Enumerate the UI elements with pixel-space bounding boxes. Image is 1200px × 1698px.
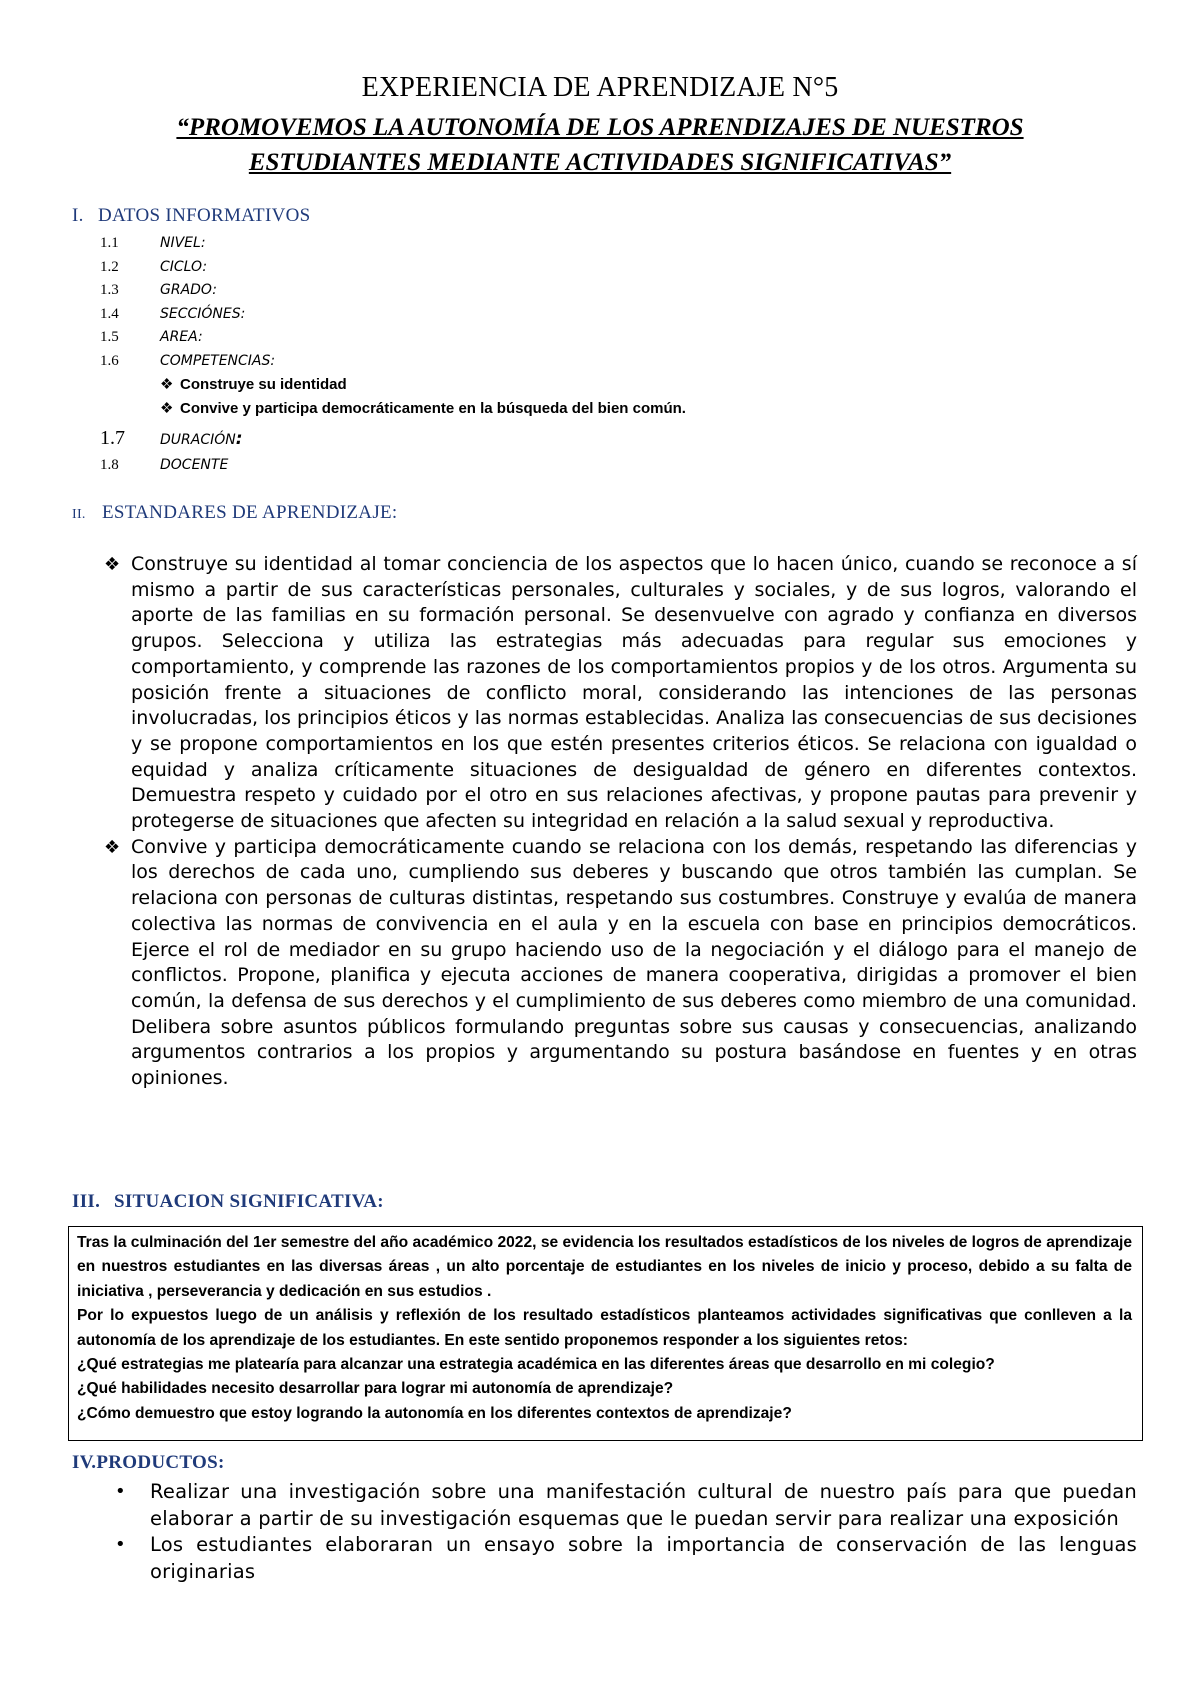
diamond-bullet-icon: ❖ bbox=[160, 376, 174, 393]
estandar-item: ❖ Convive y participa democráticamente cuando se relaciona con los demás, respetando las diferencias y los derechos de cada uno, cumpliendo sus deberes y buscando que otros también las cumplan. Se relaciona con personas de culturas distintas, respetando sus costumbres. Construye y evalúa de manera colectiva las normas de convivencia en el aula y en la escuela con base en principios democráticos. Ejerce el rol de mediador en su grupo haciendo uso de la negociación y el diálogo para el manejo de conflictos. Propone, planifica y ejecuta acciones de manera cooperativa, dirigidas a promover el bien común, la defensa de sus derechos y el cumplimiento de sus deberes como miembro de una comunidad. Delibera sobre asuntos públicos formulando preguntas sobre sus causas y consecuencias, analizando argumentos contrarios a los propios y argumentando su postura basándose en fuentes y en otras opiniones. bbox=[104, 835, 1137, 1090]
reto-question: ¿Cómo demuestro que estoy logrando la autonomía en los diferentes contextos de aprendizaje? bbox=[77, 1404, 792, 1422]
situacion-significativa-box bbox=[68, 1226, 1143, 1441]
competencia-item: ❖ Construye su identidad bbox=[100, 373, 1000, 397]
section-3-number: III. bbox=[72, 1191, 101, 1212]
document-subtitle bbox=[100, 110, 1100, 180]
reto-question: ¿Qué estrategias me platearía para alcanzar una estrategia académica en las diferentes áreas que desarrollo en mi colegio? bbox=[77, 1356, 995, 1374]
section-3-heading bbox=[72, 1191, 384, 1213]
producto-item: • Los estudiantes elaboraran un ensayo sobre la importancia de conservación de las lenguas originarias bbox=[115, 1533, 1137, 1583]
info-row-nivel: 1.1 NIVEL: bbox=[100, 235, 206, 251]
subtitle-line-1: “PROMOVEMOS LA AUTONOMÍA DE LOS APRENDIZAJES DE NUESTROS bbox=[176, 114, 1024, 141]
info-row-duracion: 1.7 DURACIÓN: bbox=[100, 427, 243, 449]
info-row-ciclo: 1.2 CICLO: bbox=[100, 258, 208, 275]
section-1-number: I. bbox=[72, 205, 84, 226]
info-row-area: 1.5 AREA: bbox=[100, 329, 203, 345]
round-bullet-icon: • bbox=[115, 1481, 126, 1502]
situacion-paragraph: Tras la culminación del 1er semestre del año académico 2022, se evidencia los resultados estadísticos de los niveles de logros de aprendizaje en nuestros estudiantes en las diversas áreas , un alto porcentaje de estudiantes en los niveles de inicio y proceso, debido a su falta de iniciativa , perseverancia y dedicación en sus estudios . bbox=[77, 1234, 1132, 1300]
reto-question: ¿Qué habilidades necesito desarrollar para lograr mi autonomía de aprendizaje? bbox=[77, 1380, 674, 1398]
estandares-list bbox=[104, 552, 1137, 1092]
section-2-number: II. bbox=[72, 507, 86, 522]
section-2-heading bbox=[72, 502, 398, 524]
estandar-item: ❖ Construye su identidad al tomar conciencia de los aspectos que lo hacen único, cuando se reconoce a sí mismo a partir de sus características personales, culturales y sociales, y de sus logros, valorando el aporte de las familias en su formación personal. Se desenvuelve con agrado y confianza en diversos grupos. Selecciona y utiliza las estrategias más adecuadas para regular sus emociones y comportamiento, y comprende las razones de los comportamientos propios y de los otros. Argumenta su posición frente a situaciones de conflicto moral, considerando las intenciones de las personas involucradas, los principios éticos y las normas establecidas. Analiza las consecuencias de sus decisiones y se propone comportamientos en los que estén presentes criterios éticos. Se relaciona con igualdad o equidad y analiza críticamente situaciones de desigualdad de género en diferentes contextos. Demuestra respeto y cuidado por el otro en sus relaciones afectivas, y propone pautas para prevenir y protegerse de situaciones que afecten su integridad en relación a la salud sexual y reproductiva. bbox=[104, 553, 1137, 833]
info-row-grado: 1.3 GRADO: bbox=[100, 282, 217, 298]
diamond-bullet-icon: ❖ bbox=[104, 836, 121, 858]
section-1-heading bbox=[72, 205, 311, 227]
datos-informativos-list bbox=[100, 232, 1000, 477]
subtitle-line-2: ESTUDIANTES MEDIANTE ACTIVIDADES SIGNIFICATIVAS” bbox=[248, 149, 952, 176]
productos-list bbox=[112, 1479, 1137, 1585]
situacion-paragraph: Por lo expuestos luego de un análisis y reflexión de los resultado estadísticos planteamos actividades significativas que conlleven a la autonomía de los aprendizaje de los estudiantes. En este sentido proponemos responder a los siguientes retos: bbox=[77, 1307, 1132, 1349]
document-title: EXPERIENCIA DE APRENDIZAJE N°5 bbox=[361, 72, 839, 103]
info-row-secciones: 1.4 SECCIÓNES: bbox=[100, 305, 246, 322]
section-1-title: DATOS INFORMATIVOS bbox=[98, 205, 311, 226]
competencia-item: ❖ Convive y participa democráticamente en la búsqueda del bien común. bbox=[100, 397, 1000, 421]
info-row-docente: 1.8 DOCENTE bbox=[100, 457, 229, 473]
info-row-competencias: 1.6 COMPETENCIAS: bbox=[100, 352, 276, 369]
diamond-bullet-icon: ❖ bbox=[104, 554, 121, 575]
section-2-title: ESTANDARES DE APRENDIZAJE: bbox=[102, 502, 398, 523]
producto-item: • Realizar una investigación sobre una manifestación cultural de nuestro país para que puedan elaborar a partir de su investigación esquemas que le puedan servir para realizar una exposición bbox=[115, 1480, 1137, 1530]
section-4-heading: IV.PRODUCTOS: bbox=[72, 1452, 225, 1473]
section-3-title: SITUACION SIGNIFICATIVA: bbox=[114, 1191, 384, 1212]
diamond-bullet-icon: ❖ bbox=[160, 400, 174, 417]
round-bullet-icon: • bbox=[115, 1534, 126, 1555]
